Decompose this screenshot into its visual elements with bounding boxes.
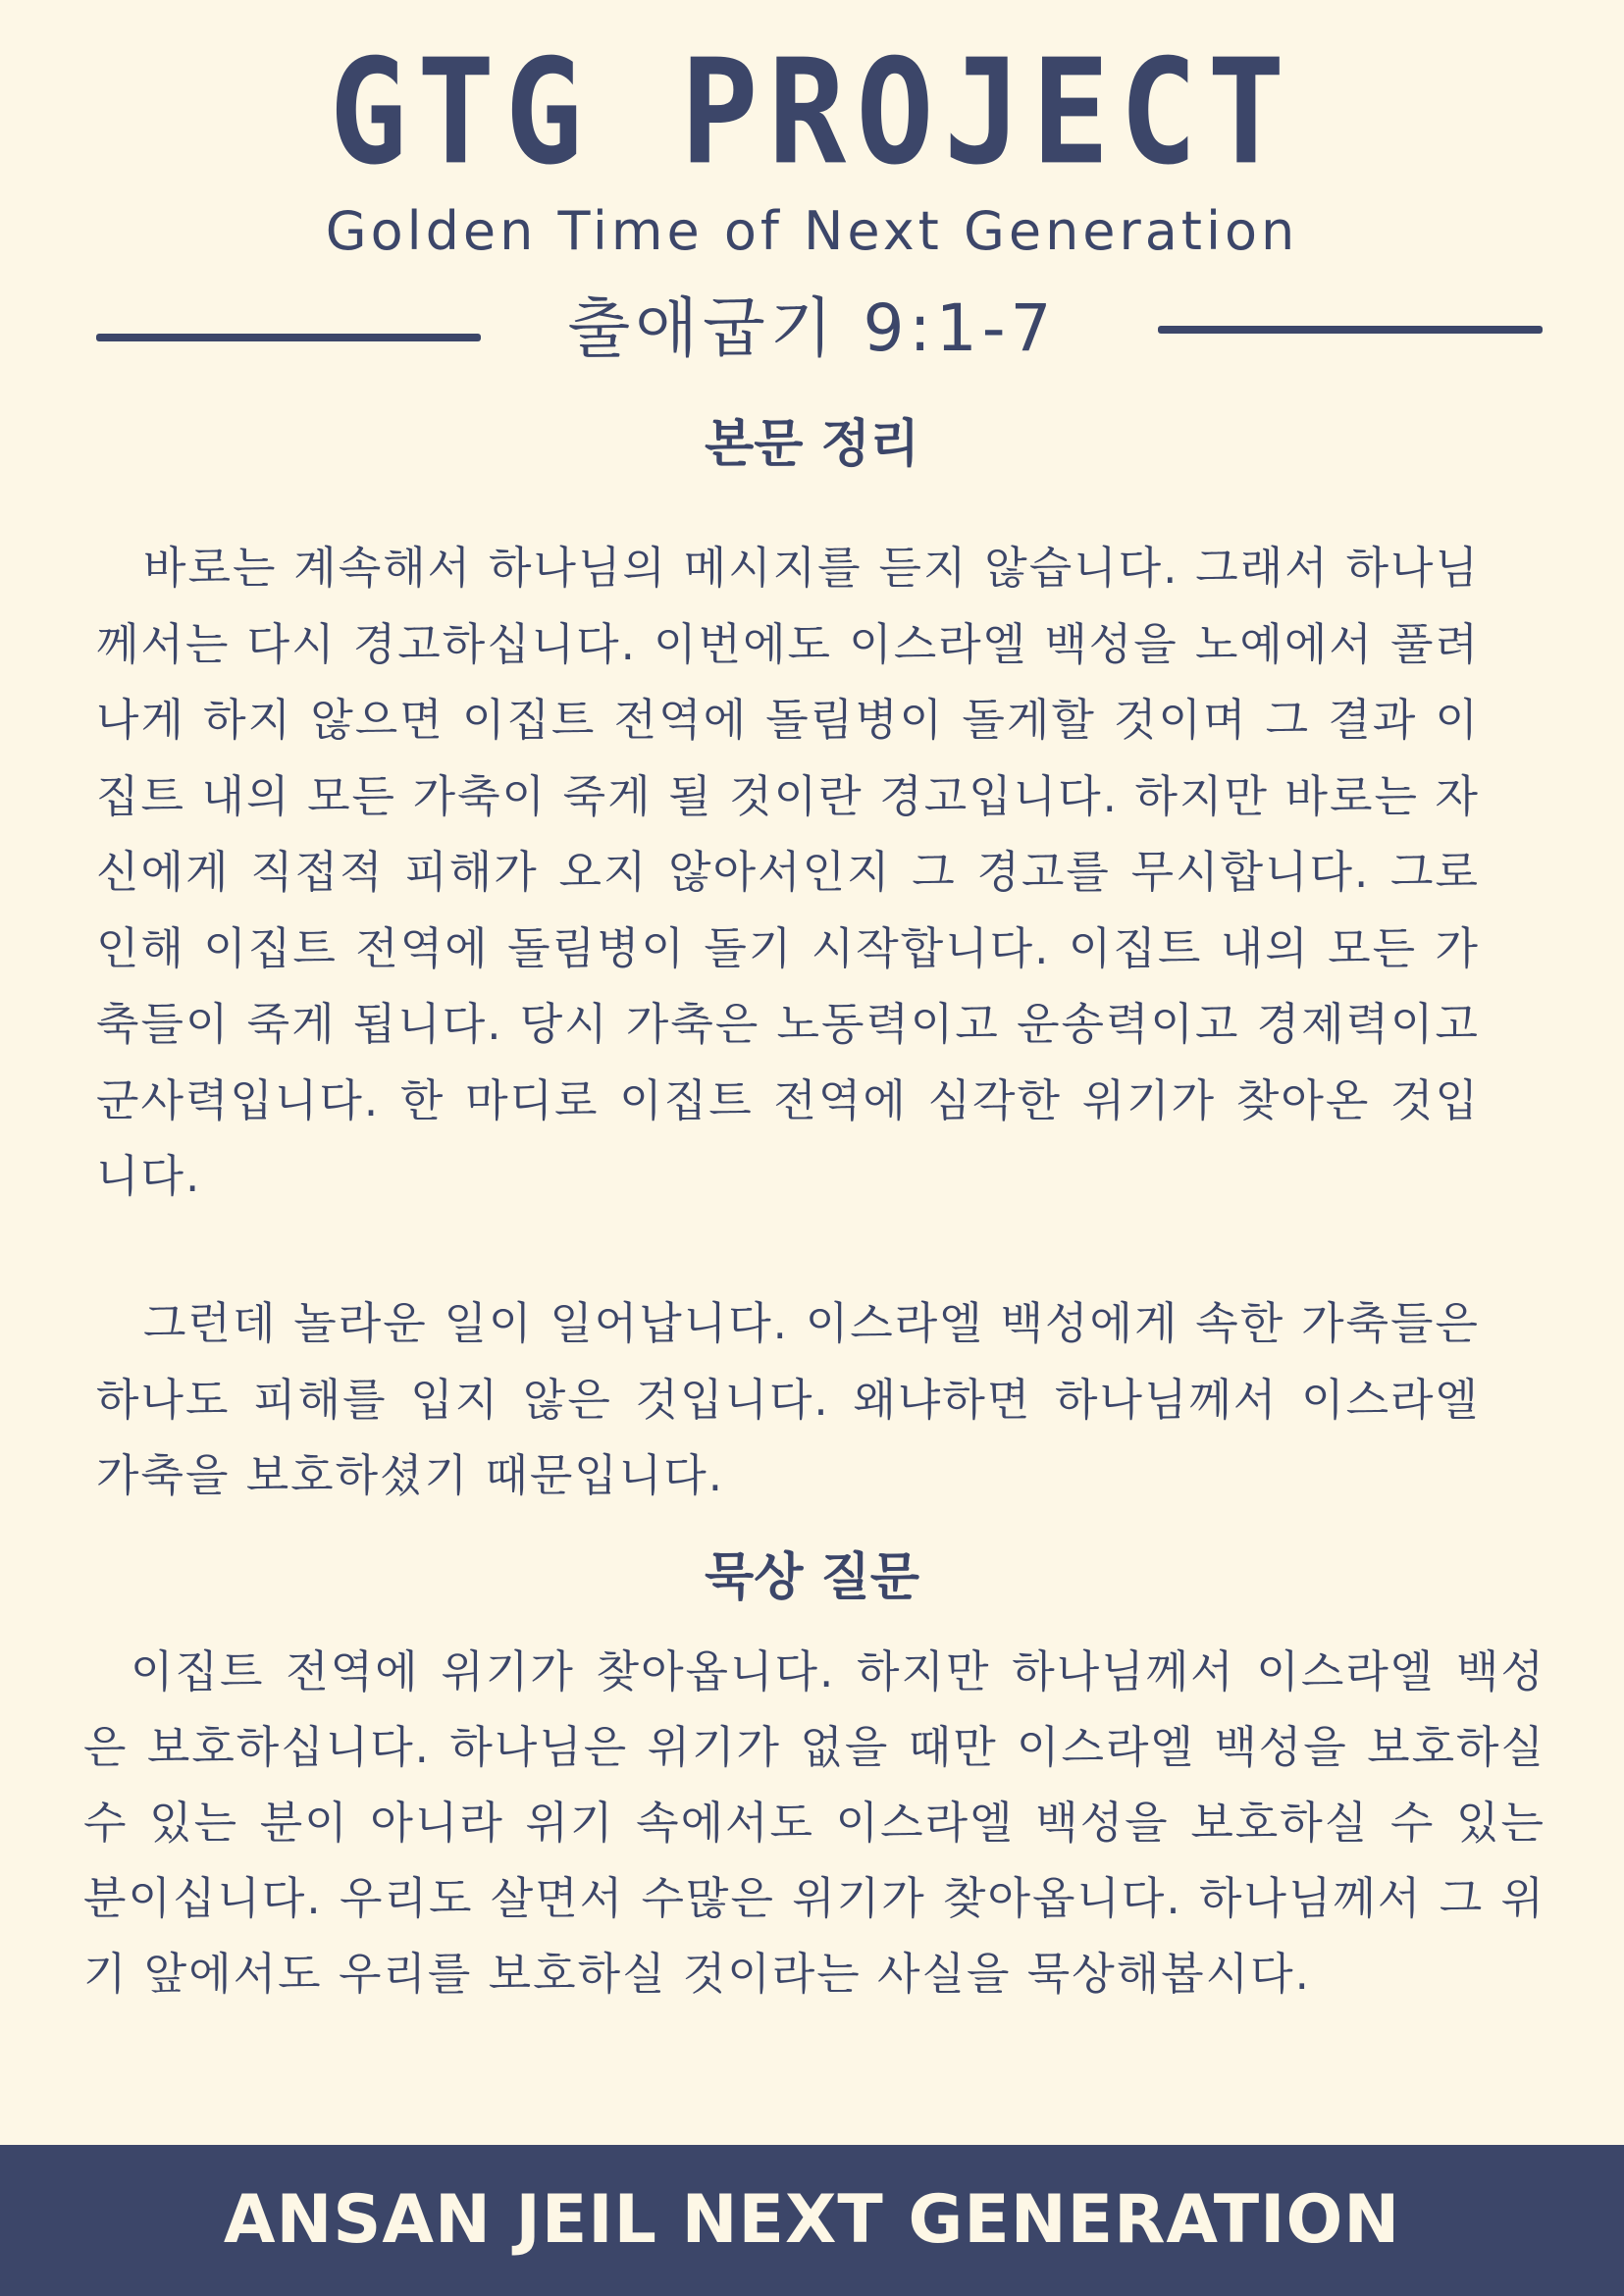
summary-paragraph-1-container [96, 530, 1480, 1215]
section-heading-meditation: 묵상 질문 [704, 1548, 920, 1607]
meditation-paragraph-container [83, 1634, 1545, 2011]
footer-text: ANSAN JEIL NEXT GENERATION [223, 2181, 1401, 2259]
meditation-paragraph: 이집트 전역에 위기가 찾아옵니다. 하지만 하나님께서 이스라엘 백성은 보호하십니다. 하나님은 위기가 없을 때만 이스라엘 백성을 보호하실 수 있는 분이 아니라 위기 속에서도 이스라엘 백성을 보호하실 수 있는 분이십니다. 우리도 살면서 수많은 위기가 찾아옵니다. 하나님께서 그 위기 앞에서도 우리를 보호하실 것이라는 사실을 묵상해봅시다. [83, 1645, 1545, 2000]
summary-paragraph-2-container [96, 1285, 1480, 1514]
footer-bar [0, 2145, 1624, 2296]
page-subtitle: Golden Time of Next Generation [325, 200, 1299, 262]
summary-paragraph-1: 바로는 계속해서 하나님의 메시지를 듣지 않습니다. 그래서 하나님께서는 다시 경고하십니다. 이번에도 이스라엘 백성을 노예에서 풀려나게 하지 않으면 이집트 전역에 돌림병이 돌게할 것이며 그 결과 이집트 내의 모든 가축이 죽게 될 것이란 경고입니다. 하지만 바로는 자신에게 직접적 피해가 오지 않아서인지 그 경고를 무시합니다. 그로인해 이집트 전역에 돌림병이 돌기 시작합니다. 이집트 내의 모든 가축들이 죽게 됩니다. 당시 가축은 노동력이고 운송력이고 경제력이고 군사력입니다. 한 마디로 이집트 전역에 심각한 위기가 찾아온 것입니다. [96, 542, 1480, 1202]
page-title: GTG PROJECT [329, 27, 1295, 198]
summary-paragraph-2: 그런데 놀라운 일이 일어납니다. 이스라엘 백성에게 속한 가축들은 하나도 피해를 입지 않은 것입니다. 왜냐하면 하나님께서 이스라엘 가축을 보호하셨기 때문입니다. [96, 1297, 1480, 1501]
scripture-reference: 출애굽기 9:1-7 [567, 290, 1057, 366]
section-heading-summary: 본문 정리 [704, 415, 920, 474]
